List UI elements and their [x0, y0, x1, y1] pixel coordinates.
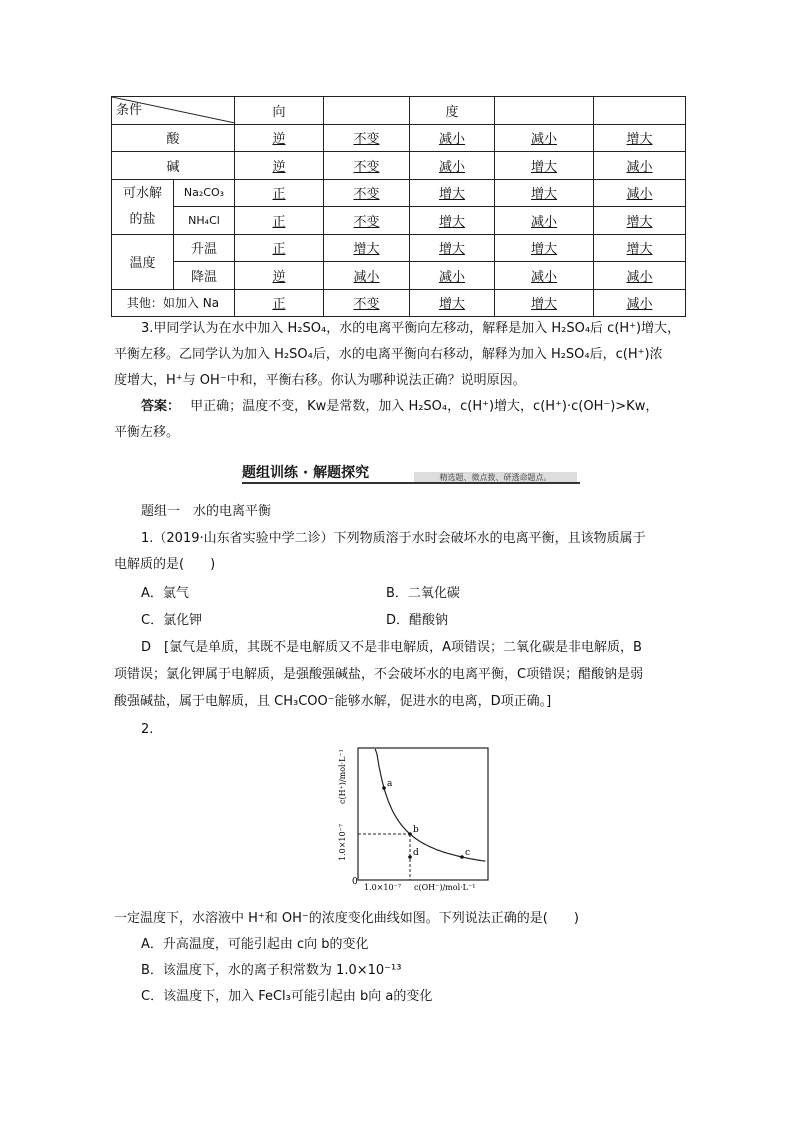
- table-cell: 增大: [410, 207, 495, 235]
- table-cell: 减小: [410, 152, 495, 180]
- table-cell: 增大: [594, 124, 686, 152]
- table-header-c2: [324, 97, 410, 125]
- table-cell: 不变: [324, 207, 410, 235]
- x-axis-label: c(OH⁻)/mol·L⁻¹: [414, 883, 476, 892]
- table-row: [112, 179, 686, 207]
- banner-title: 题组训练 · 解题探究: [242, 465, 370, 481]
- point-a: [382, 786, 386, 790]
- table-cell: 增大: [495, 179, 594, 207]
- table-header-condition: [112, 97, 235, 125]
- salt-label-line2: 的盐: [129, 211, 156, 227]
- point-b: [408, 832, 412, 836]
- table-cell: 增大: [495, 289, 594, 317]
- point-label-b: b: [413, 825, 419, 835]
- table-header-row: [112, 97, 686, 125]
- ion-concentration-chart: [330, 746, 500, 896]
- table-cell: 增大: [594, 234, 686, 262]
- p2-stem: 一定温度下，水溶液中 H⁺和 OH⁻的浓度变化曲线如图。下列说法正确的是( ): [114, 911, 579, 926]
- table-cell: 不变: [324, 124, 410, 152]
- table-row: [112, 234, 686, 262]
- table-cell: 增大: [410, 179, 495, 207]
- table-cell: 增大: [495, 234, 594, 262]
- x-tick-label: 1.0×10⁻⁷: [364, 883, 402, 892]
- row-label: 碱: [112, 152, 235, 180]
- table-row: [112, 262, 686, 290]
- table-cell: 增大: [324, 234, 410, 262]
- q3-answer-line2: 平衡左移。: [114, 425, 180, 440]
- p1-option-a: A．氯气: [141, 586, 189, 601]
- table-cell: 逆: [235, 262, 324, 290]
- p2-option-b: B．该温度下，水的离子积常数为 1.0×10⁻¹³: [141, 963, 402, 978]
- answer-text: 甲正确；温度不变，Kw是常数，加入 H₂SO₄，c(H⁺)增大，c(H⁺)·c(OH⁻)>Kw，: [190, 399, 659, 414]
- table-cell: 减小: [594, 179, 686, 207]
- p1-stem-line1: 1.（2019·山东省实验中学二诊）下列物质溶于水时会破坏水的电离平衡，且该物质属于: [141, 531, 646, 546]
- table-header-c4: [495, 97, 594, 125]
- q3-line2: 平衡左移。乙同学认为加入 H₂SO₄后，水的电离平衡向右移动，解释为加入 H₂SO₄后，c(H⁺)浓: [114, 347, 663, 362]
- q3-answer: [141, 398, 711, 416]
- p2-number: 2.: [141, 722, 154, 737]
- table-cell: 增大: [495, 152, 594, 180]
- table-cell: 不变: [324, 152, 410, 180]
- banner-rule: [242, 482, 580, 484]
- row-sublabel: 升温: [174, 234, 235, 262]
- table-cell: 增大: [410, 289, 495, 317]
- table-row: [112, 152, 686, 180]
- p1-solution-line1: D [氯气是单质，其既不是电解质又不是非电解质，A项错误；二氧化碳是非电解质，B: [141, 640, 642, 655]
- table-cell: 不变: [324, 179, 410, 207]
- table-cell: 减小: [324, 262, 410, 290]
- table-cell: 减小: [594, 289, 686, 317]
- table-cell: 减小: [495, 207, 594, 235]
- table-cell: 减小: [594, 262, 686, 290]
- q3-line3: 度增大，H⁺与 OH⁻中和，平衡右移。你认为哪种说法正确？说明原因。: [114, 373, 526, 388]
- row-sublabel: 降温: [174, 262, 235, 290]
- row-label-salt: [112, 179, 174, 234]
- banner-tag: 精选题、微点拨、研透命题点。: [414, 472, 577, 484]
- y-tick-label: 1.0×10⁻⁷: [338, 823, 347, 861]
- p2-option-a: A．升高温度，可能引起由 c向 b的变化: [141, 937, 369, 952]
- p1-solution-line3: 酸强碱盐，属于电解质，且 CH₃COO⁻能够水解，促进水的电离，D项正确。]: [114, 694, 552, 709]
- table-cell: 逆: [235, 152, 324, 180]
- p2-option-c: C．该温度下，加入 FeCl₃可能引起由 b向 a的变化: [141, 989, 433, 1004]
- row-label-temp: 温度: [112, 234, 174, 289]
- table-cell: 减小: [410, 124, 495, 152]
- row-label: 酸: [112, 124, 235, 152]
- section-banner: [242, 462, 582, 484]
- p1-option-d: D．醋酸钠: [386, 613, 449, 628]
- row-label: 其他：如加入 Na: [112, 289, 235, 317]
- table-cell: 减小: [410, 262, 495, 290]
- table-cell: 正: [235, 234, 324, 262]
- p1-option-c: C．氯化钾: [141, 613, 203, 628]
- p1-option-b: B．二氧化碳: [386, 586, 460, 601]
- point-label-d: d: [413, 848, 419, 858]
- table-header-c1: 向: [235, 97, 324, 125]
- table-cell: 减小: [495, 262, 594, 290]
- q3-line1: 3.甲同学认为在水中加入 H₂SO₄，水的电离平衡向左移动，解释是加入 H₂SO₄后 c(H⁺)增大，: [141, 321, 681, 336]
- table-row: [112, 207, 686, 235]
- row-sublabel: Na₂CO₃: [174, 179, 235, 207]
- table-cell: 增大: [594, 207, 686, 235]
- point-label-c: c: [465, 848, 471, 858]
- answer-label: 答案：: [141, 399, 181, 414]
- table-header-c3: 度: [410, 97, 495, 125]
- p1-solution-line2: 项错误；氯化钾属于电解质，是强酸强碱盐，不会破坏水的电离平衡，C项错误；醋酸钠是弱: [114, 667, 644, 682]
- p1-stem-line2: 电解质的是( ): [114, 557, 216, 572]
- table-cell: 增大: [410, 234, 495, 262]
- plot-frame: [358, 748, 488, 880]
- group-title: 题组一 水的电离平衡: [141, 504, 272, 519]
- condition-table: [111, 96, 686, 317]
- table-row: [112, 289, 686, 317]
- table-cell: 不变: [324, 289, 410, 317]
- table-cell: 减小: [495, 124, 594, 152]
- origin-label: 0: [352, 877, 358, 887]
- table-cell: 正: [235, 179, 324, 207]
- hyperbola-curve: [375, 749, 485, 861]
- table-row: [112, 124, 686, 152]
- row-sublabel: NH₄Cl: [174, 207, 235, 235]
- header-label-condition: 条件: [116, 103, 143, 118]
- table-cell: 减小: [594, 152, 686, 180]
- table-cell: 正: [235, 289, 324, 317]
- point-label-a: a: [387, 779, 393, 789]
- table-cell: 逆: [235, 124, 324, 152]
- table-cell: 正: [235, 207, 324, 235]
- salt-label-line1: 可水解: [122, 185, 162, 201]
- table-header-c5: [594, 97, 686, 125]
- point-d: [408, 855, 412, 859]
- point-c: [460, 855, 464, 859]
- y-axis-label: c(H⁺)/mol·L⁻¹: [338, 749, 347, 804]
